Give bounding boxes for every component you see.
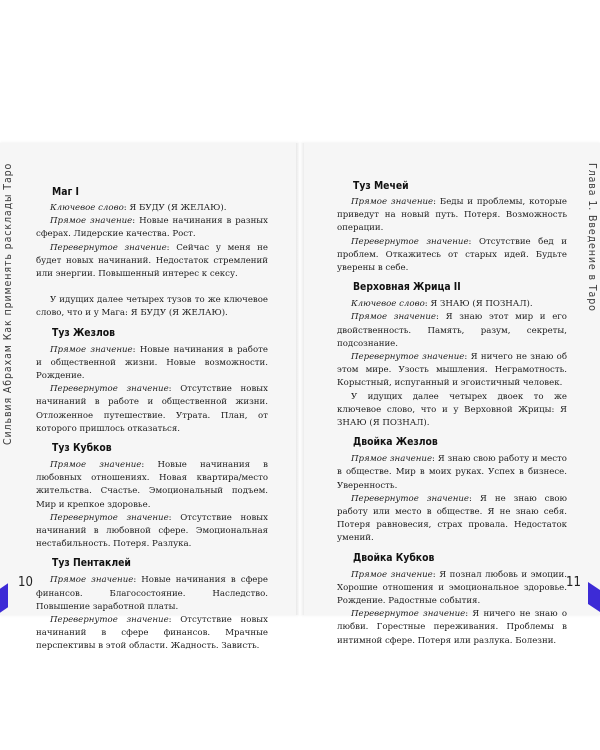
heading-ace-wands: Туз Жезлов	[52, 326, 115, 339]
page-number-left: 10	[18, 575, 33, 590]
priestess-upright: Прямое значение: Я знаю этот мир и его двойственность. Память, разум, секреты, подсознание.	[337, 312, 567, 349]
mag-upright: Прямое значение: Новые начинания в разных сферах. Лидерские качества. Рост.	[36, 216, 268, 240]
ace-swords-reversed: Перевернутое значение: Отсутствие бед и проблем. Откажитесь от старых идей. Будьте уверены в себе.	[337, 236, 567, 274]
two-wands-reversed: Перевернутое значение: Я не знаю свою работу или место в обществе. Я не знаю себя. Потеря равновесия, страх провала. Недостаток умений.	[337, 493, 567, 544]
ace-swords-upright: Прямое значение: Беды и проблемы, которые приведут на новый путь. Потеря. Возможность операции.	[337, 197, 567, 234]
ace-cups-reversed: Перевернутое значение: Отсутствие новых начинаний в любовной сфере. Эмоциональная нестабильность. Потеря. Разлука.	[36, 512, 268, 550]
priestess-reversed: Перевернутое значение: Я ничего не знаю об этом мире. Узость мышления. Неграмотность. Корыстный, испуганный и эгоистичный человек.	[337, 352, 567, 389]
page-number-right: 11	[566, 575, 581, 590]
priestess-key: Ключевое слово: Я ЗНАЮ (Я ПОЗНАЛ).	[351, 299, 533, 310]
heading-mag: Маг I	[52, 186, 79, 198]
two-wands-upright: Прямое значение: Я знаю свою работу и место в обществе. Мир в моих руках. Успех в бизнесе. Уверенность.	[337, 454, 567, 491]
left-column	[36, 186, 268, 654]
heading-ace-pentacles: Туз Пентаклей	[52, 557, 131, 570]
aces-intro: У идущих далее четырех тузов то же ключевое слово, что и у Мага: Я БУДУ (Я ЖЕЛАЮ).	[36, 295, 268, 319]
ace-wands-upright: Прямое значение: Новые начинания в работе и общественной жизни. Новые возможности. Рождение.	[36, 344, 268, 382]
mag-key: Ключевое слово: Я БУДУ (Я ЖЕЛАЮ).	[50, 203, 227, 213]
heading-two-wands: Двойка Жезлов	[353, 436, 438, 449]
ace-pentacles-reversed: Перевернутое значение: Отсутствие новых начинаний в сфере финансов. Мрачные перспективы в этой области. Жадность. Зависть.	[36, 615, 268, 652]
twos-intro: У идущих далее четырех двоек то же ключевое слово, что и у Верховной Жрицы: Я ЗНАЮ (Я ПОЗНАЛ).	[337, 391, 567, 429]
heading-two-cups: Двойка Кубков	[353, 551, 435, 564]
heading-ace-swords: Туз Мечей	[353, 180, 409, 192]
left-running-header: Сильвия Абрахам Как применять расклады Таро	[2, 162, 14, 445]
two-cups-reversed: Перевернутое значение: Я ничего не знаю о любви. Горестные переживания. Проблемы в интимной сфере. Потеря или разлука. Болезни.	[337, 609, 567, 646]
mag-reversed: Перевернутое значение: Сейчас у меня не будет новых начинаний. Недостаток стремлений или энергии. Повышенный интерес к сексу.	[36, 242, 268, 280]
right-running-header: Глава 1. Введение в Таро	[586, 163, 598, 312]
ace-pentacles-upright: Прямое значение: Новые начинания в сфере финансов. Благосостояние. Наследство. Повышение заработной платы.	[36, 575, 268, 612]
ace-wands-reversed: Перевернутое значение: Отсутствие новых начинаний в работе и общественной жизни. Отложенное путешествие. Утрата. План, от которого пришлось отказаться.	[36, 384, 268, 434]
ace-cups-upright: Прямое значение: Новые начинания в любовных отношениях. Новая квартира/место жительства. Счастье. Эмоциональный подъем. Мир и крепкое здоровье.	[36, 460, 268, 510]
heading-high-priestess: Верховная Жрица II	[353, 281, 461, 294]
book-gutter	[296, 143, 304, 615]
right-column	[337, 180, 567, 648]
two-cups-upright: Прямое значение: Я познал любовь и эмоции. Хорошие отношения и эмоциональное здоровье. Рождение. Радостные события.	[337, 569, 567, 607]
heading-ace-cups: Туз Кубков	[52, 442, 112, 455]
